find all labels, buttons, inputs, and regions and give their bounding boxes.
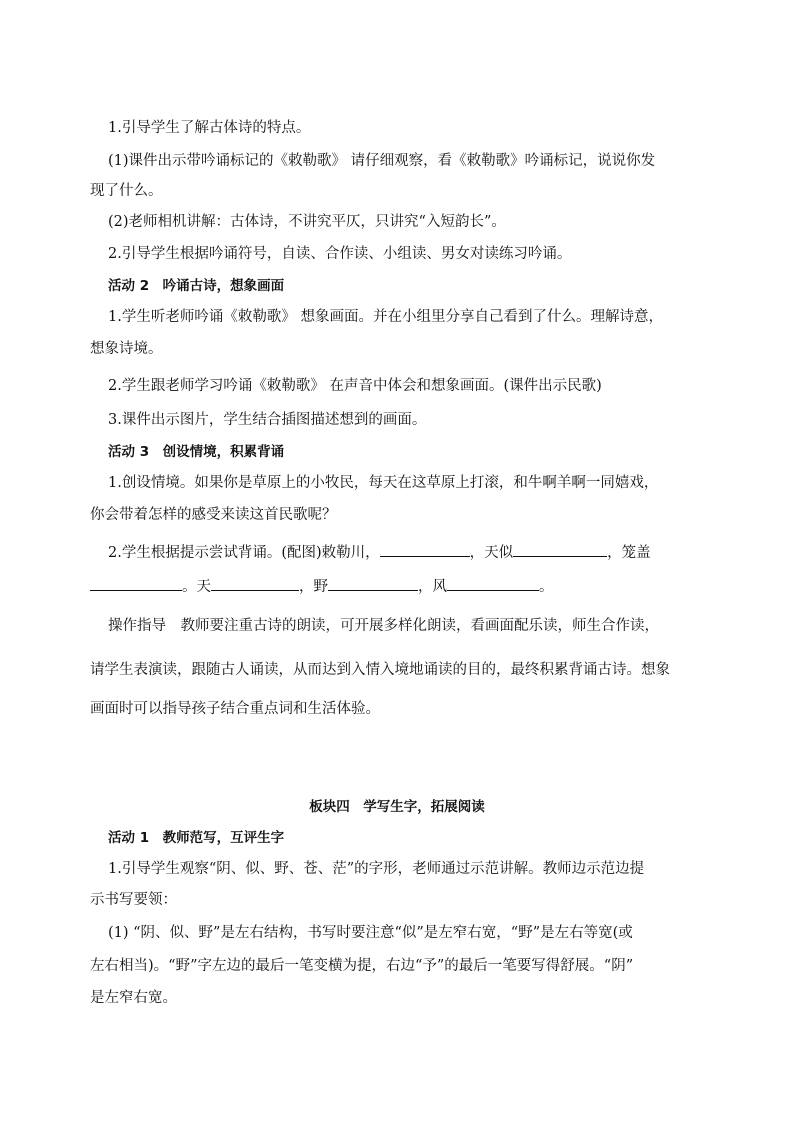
text-line: 2.引导学生根据吟诵符号，自读、合作读、小组读、男女对读练习吟诵。 [108,246,572,262]
recitation-line [108,542,718,563]
recitation-line [90,576,700,597]
text-line: 1.创设情境。如果你是草原上的小牧民，每天在这草原上打滚，和牛啊羊啊一同嬉戏， [108,475,659,491]
text-line: 左右相当)。“野”字左边的最后一笔变横为提，右边“予”的最后一笔要写得舒展。“阴” [90,958,634,974]
text-line: 2.学生跟老师学习吟诵《敕勒歌》 在声音中体会和想象画面。(课件出示民歌) [108,378,602,394]
section-heading: 板块四 学写生字，拓展阅读 [309,799,485,815]
text-line: 示书写要领： [90,892,177,908]
fill-blank [328,576,418,591]
text-line: (2)老师相机讲解：古体诗，不讲究平仄，只讲究“入短韵长”。 [108,214,506,230]
text-line: 想象诗境。 [90,341,163,357]
text-segment: ，笼盖 [607,545,651,561]
text-line: 是左窄右宽。 [90,990,177,1006]
text-line: 请学生表演读，跟随古人诵读，从而达到入情入境地诵读的目的，最终积累背诵古诗。想象 [90,662,670,678]
fill-blank [447,576,539,591]
text-segment: 。 [539,579,554,595]
text-line: 现了什么。 [90,183,163,199]
text-line: 1.学生听老师吟诵《敕勒歌》 想象画面。并在小组里分享自己看到了什么。理解诗意， [108,309,663,325]
activity-heading: 活动 2 吟诵古诗，想象画面 [108,278,285,294]
text-line: 1.引导学生观察“阴、似、野、苍、茫”的字形，老师通过示范讲解。教师边示范边提 [108,861,645,877]
fill-blank [90,576,182,591]
text-line: 1.引导学生了解古体诗的特点。 [108,120,311,136]
text-segment: ，野 [299,579,328,595]
text-line: 操作指导 教师要注重古诗的朗读，可开展多样化朗读，看画面配乐读，师生合作读， [108,618,659,634]
text-segment: 。天 [182,579,211,595]
activity-heading: 活动 3 创设情境，积累背诵 [108,444,285,460]
fill-blank [211,576,299,591]
text-segment: ，天似 [469,545,514,561]
activity-heading: 活动 1 教师范写，互评生字 [108,830,285,846]
text-line: (1) “阴、似、野”是左右结构，书写时要注意“似”是左窄右宽，“野”是左右等宽(或 [108,925,633,941]
text-line: 你会带着怎样的感受来读这首民歌呢？ [90,507,337,523]
text-line: 3.课件出示图片，学生结合插图描述想到的画面。 [108,412,427,428]
fill-blank [513,542,607,557]
fill-blank [380,542,470,557]
text-line: (1)课件出示带吟诵标记的《敕勒歌》 请仔细观察，看《敕勒歌》吟诵标记，说说你发 [108,153,656,169]
text-segment: ，风 [418,579,447,595]
text-line: 画面时可以指导孩子结合重点词和生活体验。 [90,701,380,717]
text-segment: 2.学生根据提示尝试背诵。(配图)敕勒川， [108,545,380,561]
